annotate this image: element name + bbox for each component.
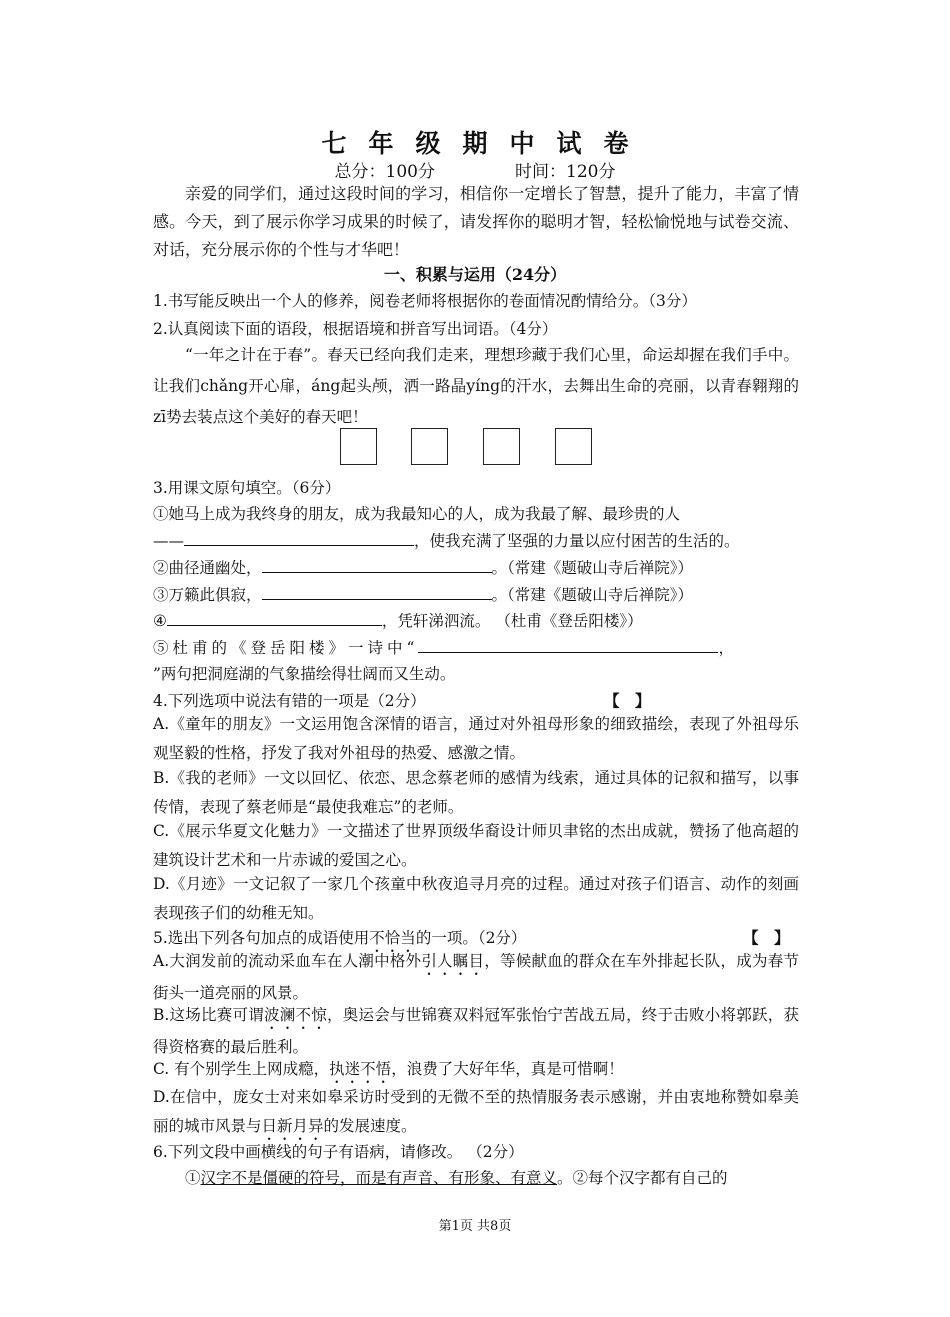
question-3-item-5a: ⑤杜甫的《登岳阳楼》一诗中“ ， [153,636,799,658]
fill-blank-2[interactable] [262,556,492,573]
question-5-option-d: D.在信中，庞女士对来如皋采访时受到的无微不至的热情服务表示感谢，并由衷地称赞如皋美丽的城市风景与日新月异的发展速度。 [153,1088,799,1135]
question-4-option-b: B.《我的老师》一文以回忆、依恋、思念蔡老师的感情为线索，通过具体的记叙和描写，以事传情，表现了蔡老师是“最使我难忘”的老师。 [153,769,799,816]
exam-title: 七年级期中试卷 [321,129,651,158]
intro-paragraph: 亲爱的同学们，通过这段时间的学习，相信你一定增长了智慧，提升了能力，丰富了情感。今天，到了展示你学习成果的时候了，请发挥你的聪明才智，轻松愉悦地与试卷交流、对话，充分展示你的个性与才华吧！ [153,184,799,259]
question-3-item-3: ③万籁此俱寂， 。（常建《题破山寺后禅院》） [153,583,799,605]
question-6-passage: ①汉字不是僵硬的符号，而是有声音、有形象、有意义。②每个汉字都有自己的 [185,1169,728,1187]
question-3-item-5b: ”两句把洞庭湖的气象描绘得壮阔而又生动。 [153,665,456,683]
question-3-stem: 3.用课文原句填空。（6分） [153,479,341,497]
question-4-option-d: D.《月迹》一文记叙了一家几个孩童中秋夜追寻月亮的过程。通过对孩子们语言、动作的刻画表现孩子们的幼稚无知。 [153,875,799,922]
fill-blank-5[interactable] [418,636,718,653]
question-5-option-b: B.这场比赛可谓波澜不惊，奥运会与世锦赛双料冠军张怡宁苦战五局，终于击败小将郭跃，获得资格赛的最后胜利。 [153,1006,799,1056]
question-3-item-1a: ①她马上成为我终身的朋友，成为我最知心的人，成为我最了解、最珍贵的人 [153,505,681,523]
fill-blank-1[interactable] [184,529,414,546]
question-4-option-a: A.《童年的朋友》一文运用饱含深情的语言，通过对外祖母形象的细致描绘，表现了外祖母乐观坚毅的性格，抒发了我对外祖母的热爱、感激之情。 [153,715,799,762]
answer-box-2[interactable] [411,428,448,465]
question-4-answer-bracket[interactable]: 【 】 [604,691,651,710]
score-time-line [0,157,950,182]
fill-blank-3[interactable] [262,583,492,600]
page-footer: 第1页 共8页 [438,1219,512,1234]
answer-box-1[interactable] [340,428,377,465]
question-5-option-c: C. 有个别学生上网成瘾，执迷不悟，浪费了大好年华，真是可惜啊！ [153,1060,624,1078]
question-5-answer-bracket[interactable]: 【 】 [743,928,790,947]
question-1: 1.书写能反映出一个人的修养，阅卷老师将根据你的卷面情况酌情给分。（3分） [153,292,697,310]
fill-blank-4[interactable] [167,609,382,626]
underlined-sentence: 汉字不是僵硬的符号，而是有声音、有形象、有意义 [200,1169,558,1187]
question-3-item-2: ②曲径通幽处， 。（常建《题破山寺后禅院》） [153,556,799,578]
question-4-stem: 4.下列选项中说法有错的一项是（2分） [153,692,426,710]
question-2-passage: “一年之计在于春”。春天已经向我们走来，理想珍藏于我们心里，命运却握在我们手中。让我们chǎng开心扉，áng起头颅，洒一路晶yíng的汗水，去舞出生命的亮丽，以青春翱翔的zī势去装点这个美好的春天吧！ [153,346,799,426]
question-5-option-a: A.大润发前的流动采血车在人潮中格外引人瞩目，等候献血的群众在车外排起长队，成为春节街头一道亮丽的风景。 [153,952,799,1002]
answer-boxes [338,428,594,466]
question-4-option-c: C.《展示华夏文化魅力》一文描述了世界顶级华裔设计师贝聿铭的杰出成就，赞扬了他高超的建筑设计艺术和一片赤诚的爱国之心。 [153,822,799,869]
question-3-item-4: ④ ，凭轩涕泗流。 （杜甫《登岳阳楼》） [153,609,799,631]
answer-box-3[interactable] [483,428,520,465]
question-6-stem: 6.下列文段中画横线的句子有语病，请修改。 （2分） [153,1143,524,1161]
question-3-item-1b: —— ，使我充满了坚强的力量以应付困苦的生活的。 [153,529,799,551]
answer-box-4[interactable] [555,428,592,465]
question-5-stem: 5.选出下列各句加点的成语使用不恰当的一项。（2分） [153,929,527,947]
question-2-stem: 2.认真阅读下面的语段，根据语境和拼音写出词语。（4分） [153,320,558,338]
exam-time: 时间：120分 [515,162,616,182]
total-score: 总分：100分 [334,162,435,182]
section-1-title: 一、积累与运用（24分） [383,265,567,284]
